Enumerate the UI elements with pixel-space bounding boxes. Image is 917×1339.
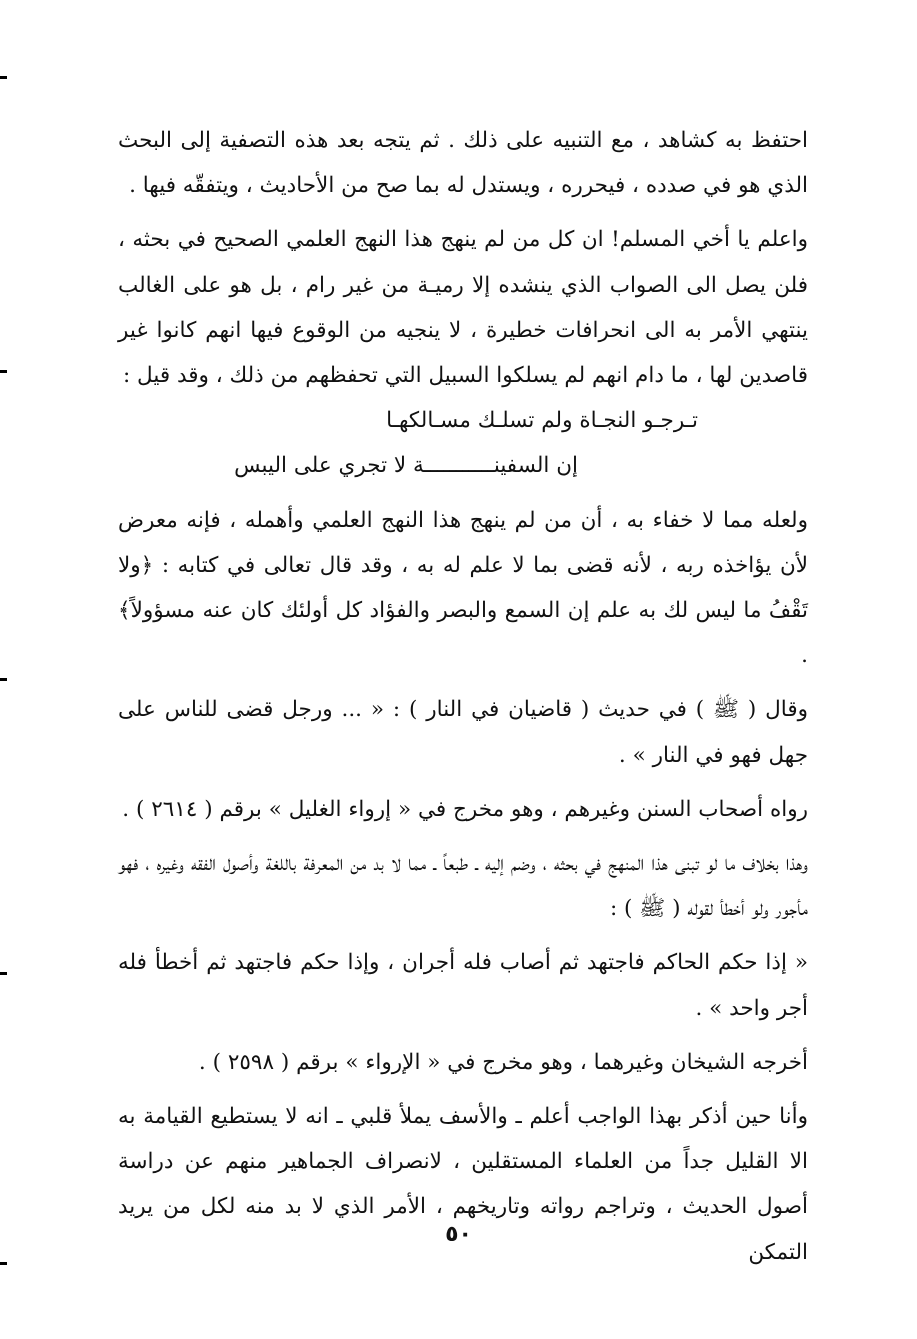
poem-line: تـرجـو النجـاة ولم تسلـك مسـالكهـا — [386, 408, 698, 434]
poem-line: إن السفينـــــــــــة لا تجري على اليبس — [234, 453, 578, 479]
page-number: ٥٠ — [445, 1222, 472, 1247]
paragraph: وهذا بخلاف ما لو تبنى هذا المنهج في بحثه ، وضم إليه ـ طبعاً ـ مما لا بد من المعرفة باللغة وأصول الفقه وغيره ، فهو مأجور ولو أخطأ لقوله ( ﷺ ) : — [118, 851, 808, 922]
margin-mark — [0, 370, 7, 373]
paragraph: أخرجه الشيخان وغيرهما ، وهو مخرج في « الإرواء » برقم ( ٢٥٩٨ ) . — [198, 1049, 808, 1075]
paragraph: ولعله مما لا خفاء به ، أن من لم ينهج هذا النهج العلمي وأهمله ، فإنه معرض لأن يؤاخذه ربه ، لأنه قضى بما لا علم له به ، وقد قال تعالى في كتابه : ﴿ولا تَقْفُ ما ليس لك به علم إن السمع والبصر والفؤاد كل أولئك كان عنه مسؤولاً﴾ . — [118, 507, 808, 669]
paragraph: واعلم يا أخي المسلم! ان كل من لم ينهج هذا النهج العلمي الصحيح في بحثه ، فلن يصل الى الصواب الذي ينشده إلا رميـة من غير رام ، بل هو على الغالب ينتهي الأمر به الى انحرافات خطيرة ، لا ينجيه من الوقوع فيها انهم كانوا غير قاصدين لها ، ما دام انهم لم يسلكوا السبيل التي تحفظهم من ذلك ، وقد قيل : — [118, 227, 808, 389]
margin-mark — [0, 1262, 7, 1265]
poem-verse — [118, 398, 808, 488]
paragraph: وقال ( ﷺ ) في حديث ( قاضيان في النار ) : « ... ورجل قضى للناس على جهل فهو في النار » . — [118, 697, 808, 768]
margin-mark — [0, 972, 7, 975]
paragraph: احتفظ به كشاهد ، مع التنبيه على ذلك . ثم يتجه بعد هذه التصفية إلى البحث الذي هو في صدده ، فيحرره ، ويستدل له بما صح من الأحاديث ، ويتفقّه فيها . — [118, 128, 808, 199]
margin-mark — [0, 76, 7, 79]
paragraph: رواه أصحاب السنن وغيرهم ، وهو مخرج في « إرواء الغليل » برقم ( ٢٦١٤ ) . — [122, 796, 808, 822]
paragraph: وأنا حين أذكر بهذا الواجب أعلم ـ والأسف يملأ قلبي ـ انه لا يستطيع القيامة به الا القليل جداً من العلماء المستقلين ، لانصراف الجماهير منهم عن دراسة أصول الحديث ، وتراجم رواته وتاريخهم ، الأمر الذي لا بد منه لكل من يريد التمكن — [118, 1104, 808, 1265]
page-body — [118, 118, 808, 1275]
paragraph: « إذا حكم الحاكم فاجتهد ثم أصاب فله أجران ، وإذا حكم فاجتهد ثم أخطأ فله أجر واحد » . — [118, 950, 808, 1021]
margin-mark — [0, 678, 7, 681]
